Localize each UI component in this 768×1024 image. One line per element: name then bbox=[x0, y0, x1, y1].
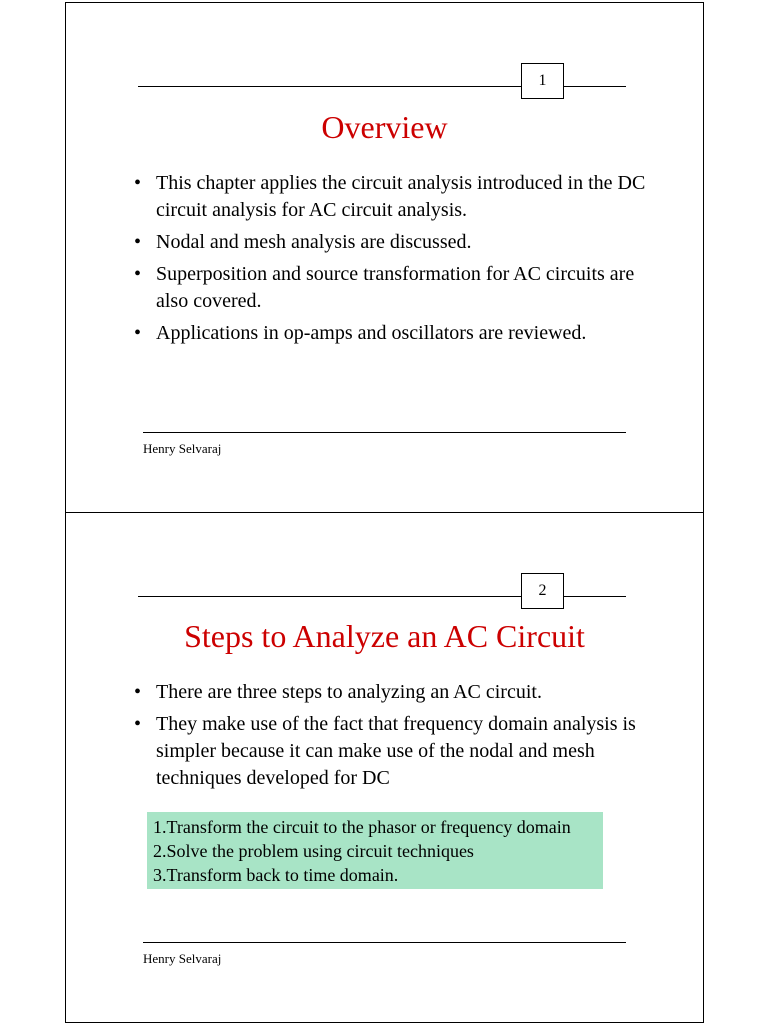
footer-rule bbox=[143, 432, 626, 433]
bullet-item: • Nodal and mesh analysis are discussed. bbox=[134, 231, 472, 253]
bullet-item: • They make use of the fact that frequency domain analysis is simpler because it can make use of the nodal and mesh techniques developed for DC bbox=[134, 713, 636, 789]
step-item: 2.Solve the problem using circuit techniques bbox=[153, 841, 474, 861]
bullet-item: • Applications in op-amps and oscillators are reviewed. bbox=[134, 322, 587, 344]
step-item: 1.Transform the circuit to the phasor or frequency domain bbox=[153, 817, 571, 837]
bullet-item: • This chapter applies the circuit analysis introduced in the DC circuit analysis for AC circuit analysis. bbox=[134, 172, 646, 221]
slide-title: Overview bbox=[321, 109, 448, 145]
slide-title: Steps to Analyze an AC Circuit bbox=[184, 618, 585, 654]
bullet-list bbox=[134, 170, 654, 352]
footer-rule bbox=[143, 942, 626, 943]
step-item: 3.Transform back to time domain. bbox=[153, 865, 399, 885]
slide-number: 1 bbox=[521, 63, 564, 99]
slide-2 bbox=[65, 512, 704, 1023]
steps-box bbox=[147, 812, 603, 889]
footer-author: Henry Selvaraj bbox=[143, 441, 222, 456]
bullet-item: • There are three steps to analyzing an AC circuit. bbox=[134, 681, 542, 703]
footer-author: Henry Selvaraj bbox=[143, 951, 222, 966]
bullet-item: • Superposition and source transformation for AC circuits are also covered. bbox=[134, 263, 635, 312]
bullet-list bbox=[134, 679, 654, 797]
slide-number: 2 bbox=[521, 573, 564, 609]
slide-1 bbox=[65, 2, 704, 513]
